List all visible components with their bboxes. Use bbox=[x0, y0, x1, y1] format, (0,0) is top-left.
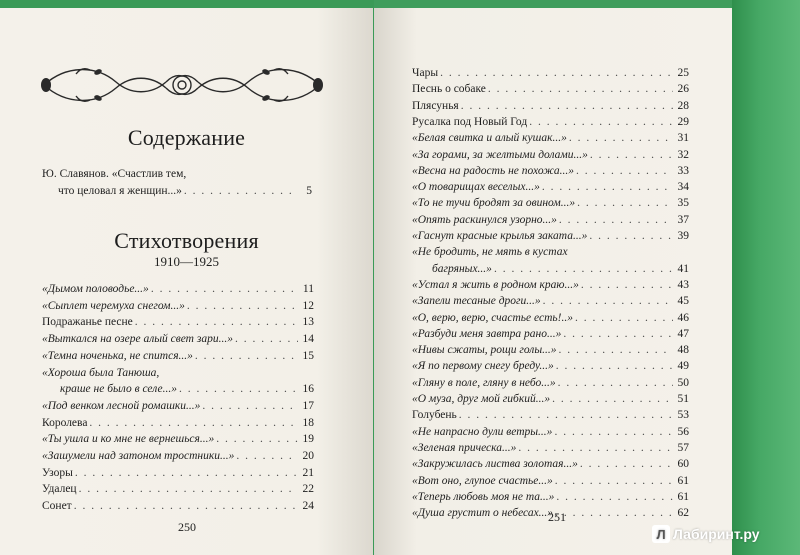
leader-dots bbox=[216, 432, 298, 446]
leader-dots bbox=[195, 349, 298, 363]
toc-entry[interactable] bbox=[42, 299, 314, 313]
watermark bbox=[652, 523, 760, 545]
toc-entry[interactable] bbox=[412, 115, 689, 129]
leader-dots bbox=[580, 457, 673, 471]
page-ref: 19 bbox=[302, 433, 314, 446]
toc-entry-title: Русалка под Новый Год bbox=[412, 115, 528, 128]
page-ref: 32 bbox=[677, 148, 689, 161]
toc-entry[interactable] bbox=[412, 278, 689, 292]
toc-entry[interactable] bbox=[432, 262, 689, 276]
toc-entry[interactable] bbox=[412, 376, 689, 390]
leader-dots bbox=[440, 66, 673, 80]
leader-dots bbox=[135, 315, 298, 329]
page-ref: 61 bbox=[677, 490, 689, 503]
toc-entry[interactable] bbox=[42, 315, 314, 329]
page-ref: 39 bbox=[677, 230, 689, 242]
page-ref: 5 bbox=[306, 185, 312, 197]
toc-entry[interactable] bbox=[412, 359, 689, 373]
leader-dots bbox=[556, 490, 673, 504]
leader-dots bbox=[555, 506, 673, 520]
page-ref: 16 bbox=[302, 383, 314, 396]
page-ref: 35 bbox=[677, 197, 689, 210]
toc-entry-title: Королева bbox=[42, 416, 88, 429]
leader-dots bbox=[179, 382, 298, 396]
toc-entry-title: «Теперь любовь моя не та...» bbox=[412, 490, 555, 503]
toc-entry-title: «Выткался на озере алый свет зари...» bbox=[42, 333, 233, 346]
toc-entry[interactable] bbox=[42, 449, 314, 463]
toc-entry-title: Плясунья bbox=[412, 99, 459, 112]
toc-entry-title: «Не бродить, не мять в кустах bbox=[412, 246, 568, 259]
page-ref: 29 bbox=[677, 115, 689, 128]
page-ref: 26 bbox=[677, 83, 689, 96]
page-ref: 15 bbox=[302, 349, 314, 362]
page-ref: 24 bbox=[302, 500, 314, 513]
toc-entry[interactable] bbox=[42, 349, 314, 363]
page-ref: 21 bbox=[302, 466, 314, 479]
page-ref: 60 bbox=[677, 458, 689, 471]
toc-entry[interactable] bbox=[412, 408, 689, 422]
leader-dots bbox=[494, 262, 673, 276]
leader-dots bbox=[555, 474, 673, 488]
toc-entry-title: Подражанье песне bbox=[42, 316, 133, 329]
leader-dots bbox=[187, 299, 298, 313]
page-ref: 51 bbox=[677, 393, 689, 405]
leader-dots bbox=[74, 499, 298, 513]
toc-entry-title: «За горами, за желтыми долами...» bbox=[412, 148, 588, 161]
page-ref: 49 bbox=[677, 360, 689, 373]
toc-entry[interactable] bbox=[42, 466, 314, 480]
toc-entry-title: «Запели тесаные дроги...» bbox=[412, 295, 541, 308]
labirint-logo-icon: Л bbox=[652, 525, 670, 543]
toc-entry-title: «Белая свитка и алый кушак...» bbox=[412, 132, 567, 145]
page-ref: 50 bbox=[677, 376, 689, 389]
leader-dots bbox=[184, 184, 296, 198]
toc-entry-title: краше не было в селе...» bbox=[60, 383, 177, 396]
page-ref: 48 bbox=[677, 344, 689, 357]
toc-entry-title: «Хороша была Танюша, bbox=[42, 366, 160, 379]
page-ref: 12 bbox=[302, 299, 314, 312]
toc-entry-title: «Дымом половодье...» bbox=[42, 283, 149, 295]
toc-entry[interactable] bbox=[412, 164, 689, 178]
leader-dots bbox=[569, 131, 673, 145]
page-number-right: 251 bbox=[548, 510, 566, 524]
page-ref: 31 bbox=[677, 132, 689, 145]
leader-dots bbox=[556, 359, 673, 373]
page-ref: 20 bbox=[302, 450, 314, 462]
page-ref: 37 bbox=[677, 213, 689, 226]
intro-line-1: Ю. Славянов. «Счастлив тем, bbox=[42, 168, 187, 180]
toc-entry-title: «Темна ноченька, не спится...» bbox=[42, 349, 193, 362]
leader-dots bbox=[589, 229, 673, 243]
toc-entry-title: «Зеленая прическа...» bbox=[412, 441, 517, 454]
leader-dots bbox=[236, 449, 298, 463]
leader-dots bbox=[575, 311, 673, 325]
toc-entry[interactable] bbox=[60, 382, 314, 396]
toc-entry[interactable] bbox=[42, 416, 314, 430]
toc-entry-title: «Устал я жить в родном краю...» bbox=[412, 278, 579, 291]
toc-entry-title: «Вот оно, глупое счастье...» bbox=[412, 474, 553, 487]
leader-dots bbox=[459, 408, 673, 422]
page-ref: 17 bbox=[302, 399, 314, 412]
leader-dots bbox=[75, 466, 298, 480]
page-ref: 57 bbox=[677, 441, 689, 454]
toc-entry[interactable] bbox=[412, 180, 689, 194]
toc-entry[interactable] bbox=[412, 425, 689, 439]
page-ref: 62 bbox=[677, 507, 689, 520]
toc-entry-title: «Гаснут красные крылья заката...» bbox=[412, 230, 588, 242]
toc-entry-title: «О муза, друг мой гибкий...» bbox=[412, 393, 551, 405]
page-ref: 13 bbox=[302, 316, 314, 329]
page-ref: 45 bbox=[677, 295, 689, 308]
toc-entry-title: «О товарищах веселых...» bbox=[412, 181, 540, 194]
toc-entry-title: «Закружилась листва золотая...» bbox=[412, 458, 578, 471]
leader-dots bbox=[202, 399, 298, 413]
leader-dots bbox=[576, 164, 673, 178]
page-ref: 56 bbox=[677, 425, 689, 438]
intro-line-2: что целовал я женщин...» bbox=[58, 185, 182, 197]
page-ref: 25 bbox=[677, 67, 689, 79]
leader-dots bbox=[89, 416, 298, 430]
toc-entry-title: «Опять раскинулся узорно...» bbox=[412, 213, 557, 226]
toc-entry-title: «То не тучи бродят за овином...» bbox=[412, 197, 576, 210]
page-number-left: 250 bbox=[178, 520, 196, 534]
leader-dots bbox=[543, 294, 673, 308]
page-ref: 53 bbox=[677, 409, 689, 422]
toc-entry[interactable] bbox=[412, 196, 689, 210]
toc-entry[interactable] bbox=[42, 499, 314, 513]
toc-entry[interactable] bbox=[42, 332, 314, 346]
page-ref: 34 bbox=[677, 181, 689, 194]
toc-entry-title: Песнь о собаке bbox=[412, 83, 486, 96]
toc-entry[interactable] bbox=[412, 148, 689, 162]
page-ref: 43 bbox=[677, 278, 689, 291]
toc-entry-title: «Не напрасно дули ветры...» bbox=[412, 425, 553, 438]
section-title: Стихотворения bbox=[114, 228, 259, 253]
leader-dots bbox=[563, 327, 673, 341]
toc-entry-title: «Гляну в поле, гляну в небо...» bbox=[412, 376, 556, 389]
toc-entry[interactable] bbox=[412, 99, 689, 113]
toc-entry-title: «Разбуди меня завтра рано...» bbox=[412, 327, 562, 340]
toc-entry[interactable] bbox=[42, 399, 314, 413]
toc-entry-title: «Я по первому снегу бреду...» bbox=[412, 360, 554, 373]
page-ref: 46 bbox=[677, 311, 689, 324]
leader-dots bbox=[79, 482, 298, 496]
toc-entry-title: Удалец bbox=[42, 483, 77, 496]
toc-entry[interactable] bbox=[42, 482, 314, 496]
toc-entry-title: «Весна на радость не похожа...» bbox=[412, 164, 574, 177]
toc-entry-title: Чары bbox=[412, 67, 439, 79]
leader-dots bbox=[235, 332, 298, 346]
toc-entry-title: багряных...» bbox=[432, 262, 492, 275]
leader-dots bbox=[590, 148, 673, 162]
page-ref: 28 bbox=[677, 99, 689, 112]
page-ref: 18 bbox=[302, 416, 314, 429]
toc-entry[interactable] bbox=[412, 392, 689, 406]
toc-entry[interactable] bbox=[412, 441, 689, 455]
toc-entry-title: «Под венком лесной ромашки...» bbox=[42, 399, 201, 412]
page-ref: 14 bbox=[302, 333, 314, 346]
toc-entry[interactable] bbox=[412, 327, 689, 341]
contents-title: Содержание bbox=[127, 125, 246, 150]
toc-entry-title: «Душа грустит о небесах...» bbox=[412, 507, 554, 520]
toc-entry[interactable] bbox=[412, 457, 689, 471]
leader-dots bbox=[581, 278, 673, 292]
section-years: 1910—1925 bbox=[154, 254, 219, 269]
leader-dots bbox=[151, 282, 298, 296]
leader-dots bbox=[577, 196, 673, 210]
toc-entry[interactable] bbox=[42, 282, 314, 296]
toc-entry-title: «О, верю, верю, счастье есть!..» bbox=[412, 311, 573, 324]
leader-dots bbox=[461, 99, 673, 113]
leader-dots bbox=[529, 115, 673, 129]
watermark-text: Лабиринт.ру bbox=[673, 526, 760, 542]
leader-dots bbox=[559, 213, 673, 227]
cover-edge bbox=[732, 0, 800, 555]
leader-dots bbox=[559, 343, 674, 357]
toc-entry-title: Сонет bbox=[42, 500, 72, 513]
leader-dots bbox=[554, 425, 673, 439]
leader-dots bbox=[518, 441, 673, 455]
toc-entry[interactable] bbox=[412, 82, 689, 96]
toc-entry-title: «Зашумели над затоном тростники...» bbox=[42, 450, 235, 462]
page-ref: 11 bbox=[302, 283, 314, 295]
floral-ornament-icon bbox=[36, 60, 328, 110]
toc-entry[interactable] bbox=[412, 213, 689, 227]
toc-entry[interactable] bbox=[412, 229, 689, 243]
page-ref: 22 bbox=[302, 483, 314, 496]
toc-entry[interactable] bbox=[412, 66, 689, 80]
toc-entry-title: Голубень bbox=[412, 409, 457, 422]
toc-entry[interactable] bbox=[412, 474, 689, 488]
page-ref: 33 bbox=[677, 164, 689, 177]
page-ref: 41 bbox=[677, 262, 689, 275]
toc-entry[interactable] bbox=[412, 343, 689, 357]
leader-dots bbox=[542, 180, 673, 194]
leader-dots bbox=[488, 82, 673, 96]
toc-entry[interactable] bbox=[412, 311, 689, 325]
leader-dots bbox=[558, 376, 673, 390]
toc-entry[interactable] bbox=[412, 490, 689, 504]
toc-entry[interactable] bbox=[42, 432, 314, 446]
toc-entry-title: Узоры bbox=[42, 466, 73, 479]
toc-entry-title: «Нивы сжаты, рощи голы...» bbox=[412, 344, 557, 357]
toc-entry[interactable] bbox=[412, 131, 689, 145]
toc-entry[interactable] bbox=[412, 294, 689, 308]
intro-entry[interactable] bbox=[58, 184, 312, 198]
page-ref: 47 bbox=[677, 327, 689, 340]
page-ref: 61 bbox=[677, 474, 689, 487]
toc-entry-title: «Сыплет черемуха снегом...» bbox=[42, 299, 185, 312]
leader-dots bbox=[552, 392, 673, 406]
toc-entry-title: «Ты ушла и ко мне не вернешься...» bbox=[42, 433, 215, 446]
